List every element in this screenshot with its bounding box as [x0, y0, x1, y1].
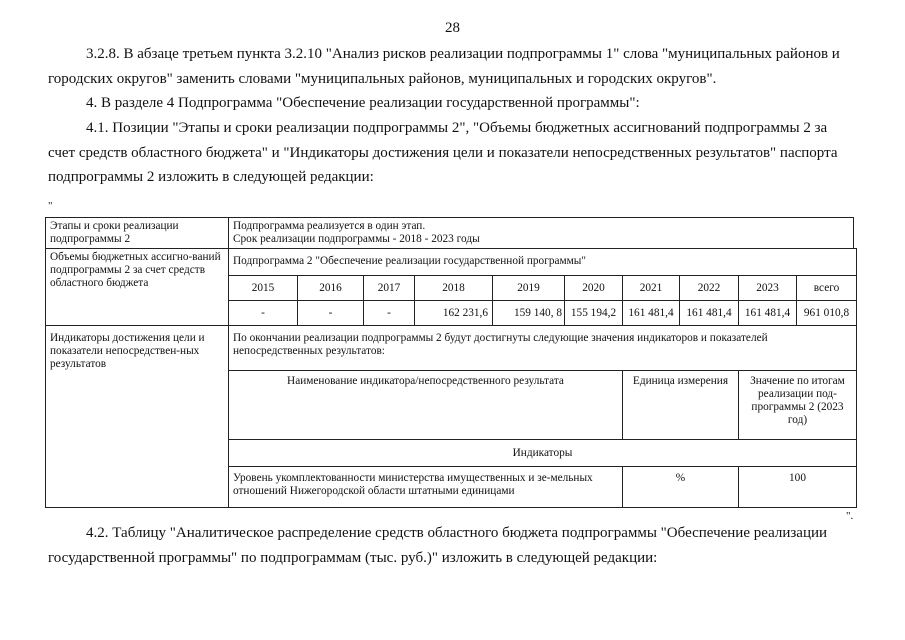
value-cell: 159 140, 8 [492, 300, 565, 326]
paragraph-4 [48, 91, 856, 116]
year-cell: 2023 [738, 275, 797, 301]
year-cell: 2015 [228, 275, 298, 301]
col-value-header: Значение по итогам реализации под-программы 2 (2023 год) [738, 370, 857, 440]
indicators-label: Индикаторы достижения цели и показатели непосредствен-ных результатов [45, 325, 229, 508]
quote-close: ". [846, 510, 854, 522]
p4-line2: государственной программы" по подпрограммам (тыс. руб.)" изложить в следующей редакции: [48, 549, 658, 566]
col-unit-header: Единица измерения [622, 370, 739, 440]
quote-open: " [48, 200, 53, 212]
indicators-intro: По окончании реализации подпрограммы 2 будут достигнуты следующие значения индикаторов и показателей непосредственных результатов: [228, 325, 857, 371]
year-cell: 2021 [622, 275, 680, 301]
value-cell: 161 481,4 [738, 300, 797, 326]
indicators-header: Индикаторы [228, 439, 857, 467]
p1-line1: 3.2.8. В абзаце третьем пункта 3.2.10 "Анализ рисков реализации подпрограммы 1" слова "муниципальных районов и [86, 46, 840, 62]
paragraph-4-2 [48, 521, 856, 570]
stages-text2: Срок реализации подпрограммы - 2018 - 2023 годы [233, 233, 480, 245]
year-cell: 2020 [564, 275, 623, 301]
stages-label: Этапы и сроки реализации подпрограммы 2 [45, 217, 229, 249]
budget-title: Подпрограмма 2 "Обеспечение реализации государственной программы" [228, 248, 857, 276]
indicator-name: Уровень укомплектованности министерства имущественных и зе-мельных отношений Нижегородской области штатными единицами [228, 466, 623, 508]
p4-line1: 4.2. Таблицу "Аналитическое распределение средств областного бюджета подпрограммы "Обеспечение реализации [86, 525, 828, 541]
stages-text1: Подпрограмма реализуется в один этап. [233, 220, 426, 232]
value-cell: - [228, 300, 298, 326]
p1-line2: городских округов" заменить словами "муниципальных районов, муниципальных и городских округов". [48, 70, 717, 87]
value-cell: 162 231,6 [414, 300, 493, 326]
col-name-header: Наименование индикатора/непосредственного результата [228, 370, 623, 440]
p3-line1: 4.1. Позиции "Этапы и сроки реализации подпрограммы 2", "Объемы бюджетных ассигнований подпрограммы 2 за [86, 120, 828, 136]
p3-line3: подпрограммы 2 изложить в следующей редакции: [48, 169, 374, 185]
value-cell: 155 194,2 [564, 300, 623, 326]
p2-text: 4. В разделе 4 Подпрограмма "Обеспечение реализации государственной программы": [86, 95, 640, 111]
year-cell: 2017 [363, 275, 415, 301]
budget-label: Объемы бюджетных ассигно-ваний подпрограммы 2 за счет средств областного бюджета [45, 248, 229, 326]
value-cell: - [363, 300, 415, 326]
year-cell: 2022 [679, 275, 739, 301]
p3-line2: счет средств областного бюджета" и "Индикаторы достижения цели и показатели непосредственных результатов" паспорта [48, 144, 838, 161]
indicator-unit: % [622, 466, 739, 508]
page-number: 28 [445, 20, 460, 36]
value-cell: 961 010,8 [796, 300, 857, 326]
paragraph-3-2-8 [48, 42, 856, 91]
year-cell: 2019 [492, 275, 565, 301]
year-cell: 2016 [297, 275, 364, 301]
value-cell: 161 481,4 [679, 300, 739, 326]
year-cell: всего [796, 275, 857, 301]
year-cell: 2018 [414, 275, 493, 301]
paragraph-4-1 [48, 116, 856, 190]
stages-text [228, 217, 854, 249]
indicator-value: 100 [738, 466, 857, 508]
value-cell: - [297, 300, 364, 326]
value-cell: 161 481,4 [622, 300, 680, 326]
